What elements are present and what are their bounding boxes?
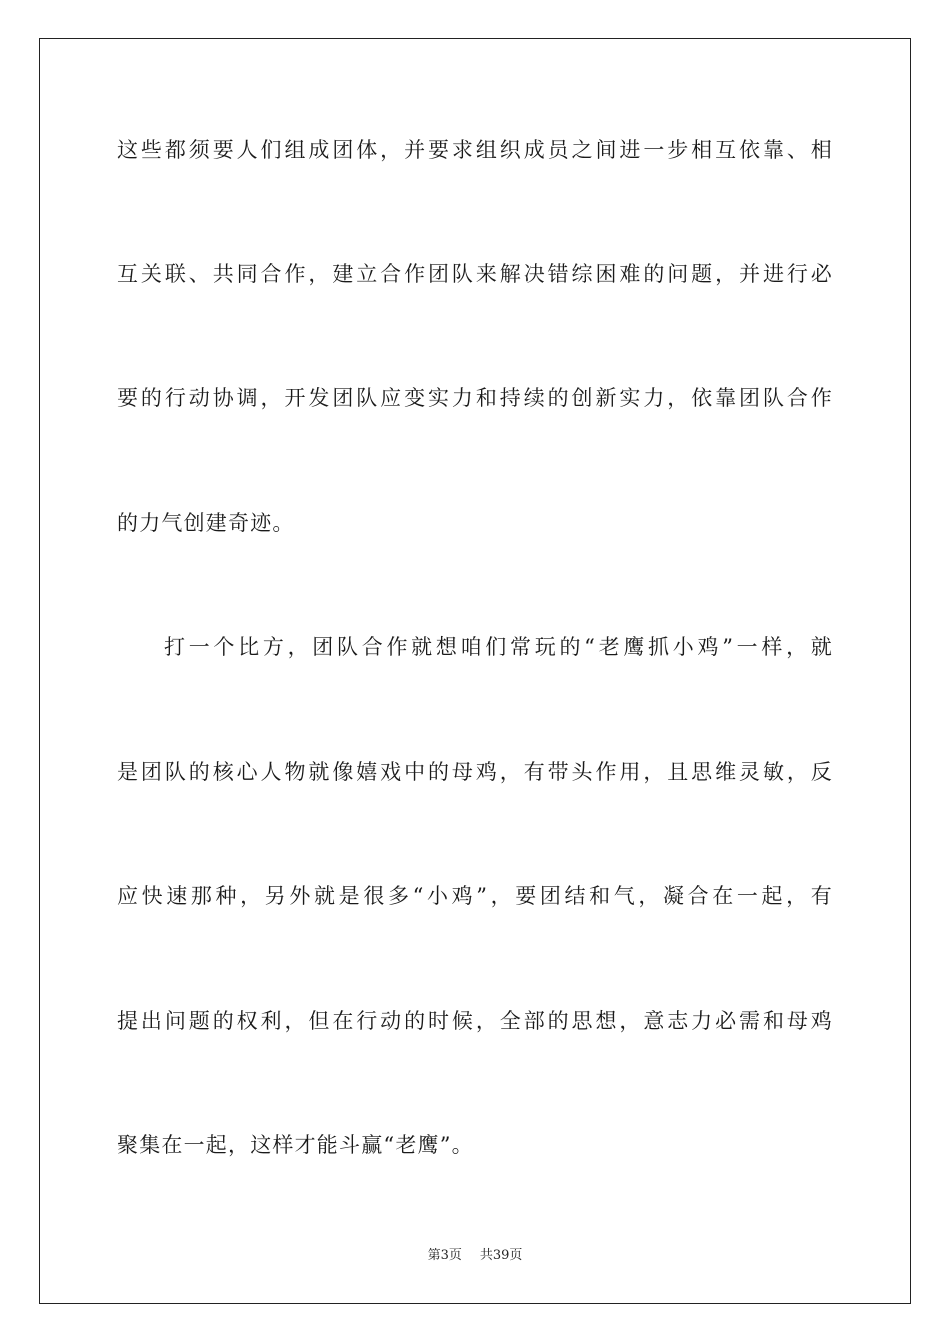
paragraph-2-line-4: 提出问题的权利，但在行动的时候，全部的思想，意志力必需和母鸡 bbox=[117, 1009, 833, 1033]
paragraph-1-line-3: 要的行动协调，开发团队应变实力和持续的创新实力，依靠团队合作 bbox=[117, 386, 833, 410]
paragraph-1-line-1: 这些都须要人们组成团体，并要求组织成员之间进一步相互依靠、相 bbox=[117, 138, 833, 162]
paragraph-2-line-2: 是团队的核心人物就像嬉戏中的母鸡，有带头作用，且思维灵敏，反 bbox=[117, 760, 833, 784]
paragraph-1-line-2: 互关联、共同合作，建立合作团队来解决错综困难的问题，并进行必 bbox=[117, 262, 833, 286]
paragraph-1-line-4: 的力气创建奇迹。 bbox=[117, 511, 295, 535]
page-number-total: 共39页 bbox=[479, 1248, 523, 1263]
paragraph-2-line-5: 聚集在一起，这样才能斗赢“老鹰”。 bbox=[117, 1133, 474, 1157]
page-border bbox=[39, 38, 911, 1304]
paragraph-2-line-1: 打一个比方，团队合作就想咱们常玩的“老鹰抓小鸡”一样，就 bbox=[164, 635, 833, 659]
paragraph-2-line-3: 应快速那种，另外就是很多“小鸡”，要团结和气，凝合在一起，有 bbox=[117, 884, 833, 908]
page-number-current: 第3页 bbox=[427, 1248, 462, 1263]
page-footer bbox=[0, 1246, 950, 1266]
